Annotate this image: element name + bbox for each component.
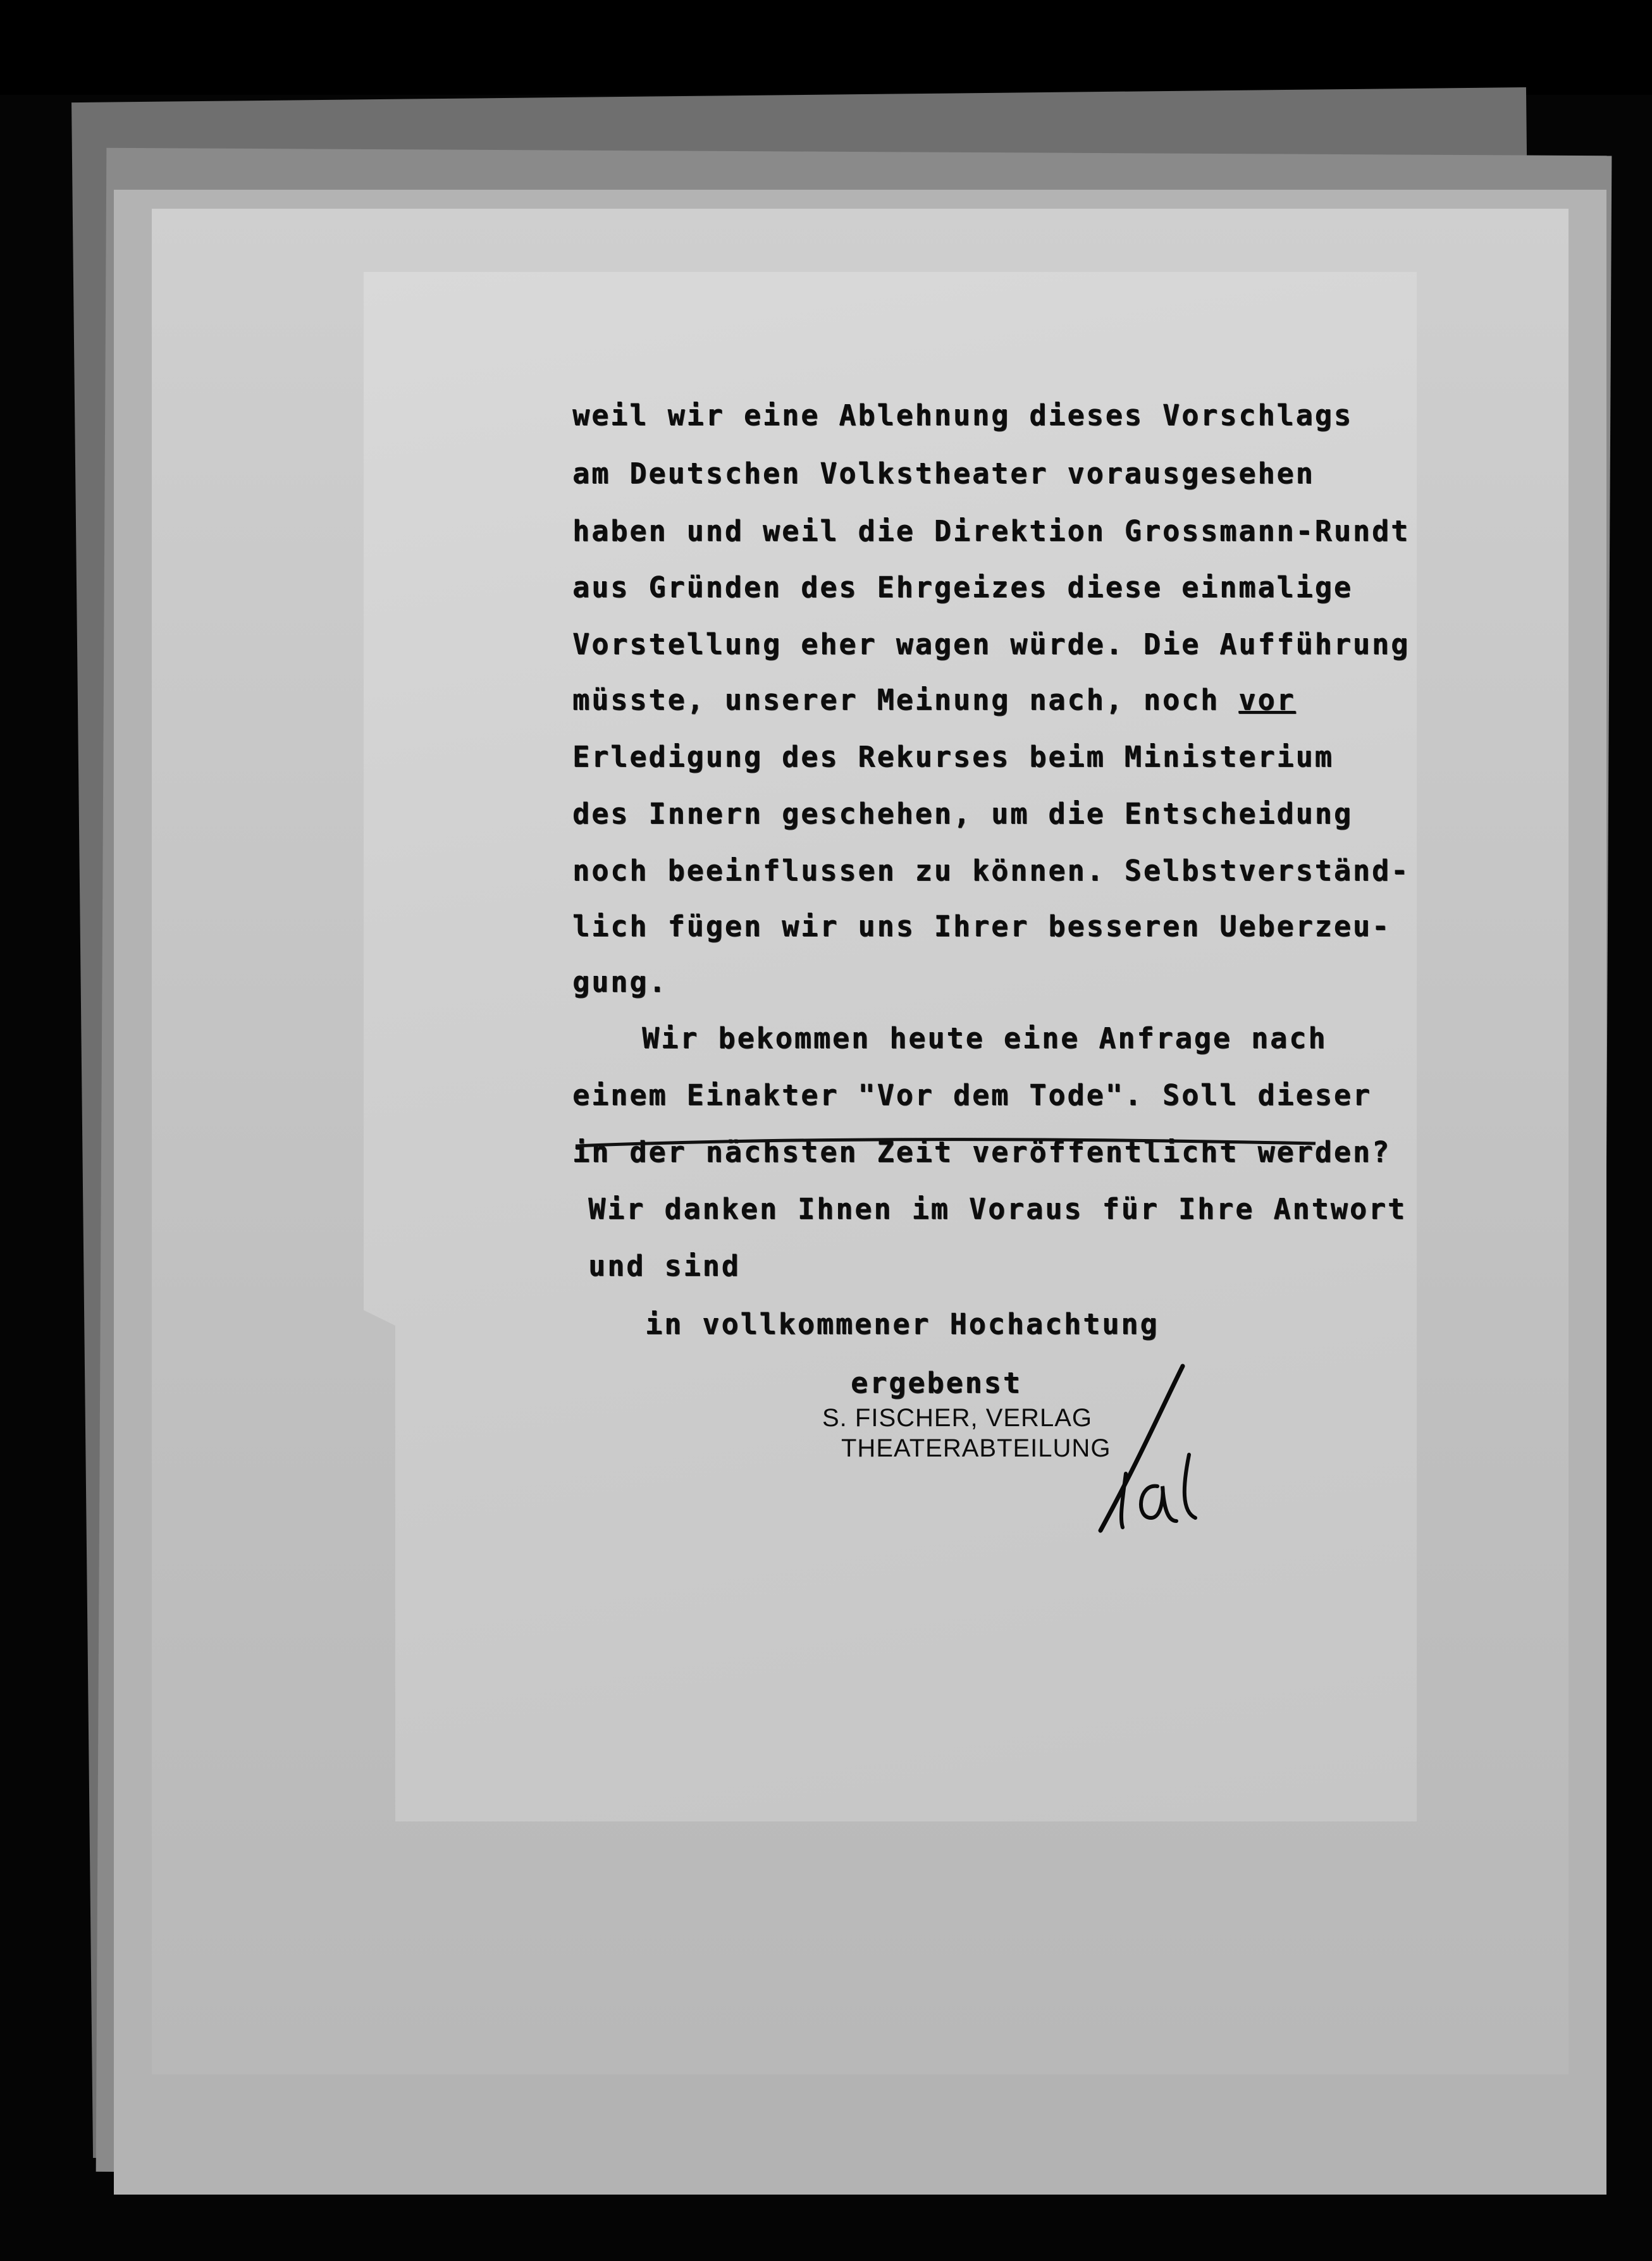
closing-line: in vollkommener Hochachtung xyxy=(645,1307,1159,1341)
letter-line: in der nächsten Zeit veröffentlicht werden? xyxy=(572,1135,1391,1169)
letter-line: und sind xyxy=(588,1249,741,1283)
letter-line: einem Einakter "Vor dem Tode". Soll dieser xyxy=(572,1078,1372,1112)
letter-line: haben und weil die Direktion Grossmann-Rundt xyxy=(572,514,1410,548)
letter-line: am Deutschen Volkstheater vorausgesehen xyxy=(572,457,1315,490)
letter-line: des Innern geschehen, um die Entscheidung xyxy=(572,797,1353,830)
underlined-word: vor xyxy=(1238,683,1296,717)
letter-line: Wir bekommen heute eine Anfrage nach xyxy=(642,1021,1328,1055)
letter-line: lich fügen wir uns Ihrer besseren Ueberzeu- xyxy=(572,909,1391,943)
letter-line: weil wir eine Ablehnung dieses Vorschlags xyxy=(572,398,1353,432)
handwritten-signature xyxy=(1088,1360,1202,1537)
closing-word: ergebenst xyxy=(851,1366,1022,1400)
publisher-stamp-line2: THEATERABTEILUNG xyxy=(841,1434,1111,1462)
letter-line: aus Gründen des Ehrgeizes diese einmalige xyxy=(572,570,1353,604)
film-edge-top xyxy=(0,0,1652,95)
letter-line: Erledigung des Rekurses beim Ministerium xyxy=(572,740,1334,773)
letter-line: Wir danken Ihnen im Voraus für Ihre Antwort xyxy=(588,1192,1407,1226)
handwritten-underline xyxy=(569,1132,1328,1157)
publisher-stamp-line1: S. FISCHER, VERLAG xyxy=(822,1404,1092,1432)
letter-line: Vorstellung eher wagen würde. Die Aufführung xyxy=(572,627,1410,661)
letter-line xyxy=(572,683,1296,717)
letter-line: gung. xyxy=(572,965,668,999)
letter-line: noch beeinflussen zu können. Selbstverständ- xyxy=(572,854,1410,887)
letter-line-text: müsste, unserer Meinung nach, noch xyxy=(572,683,1239,717)
